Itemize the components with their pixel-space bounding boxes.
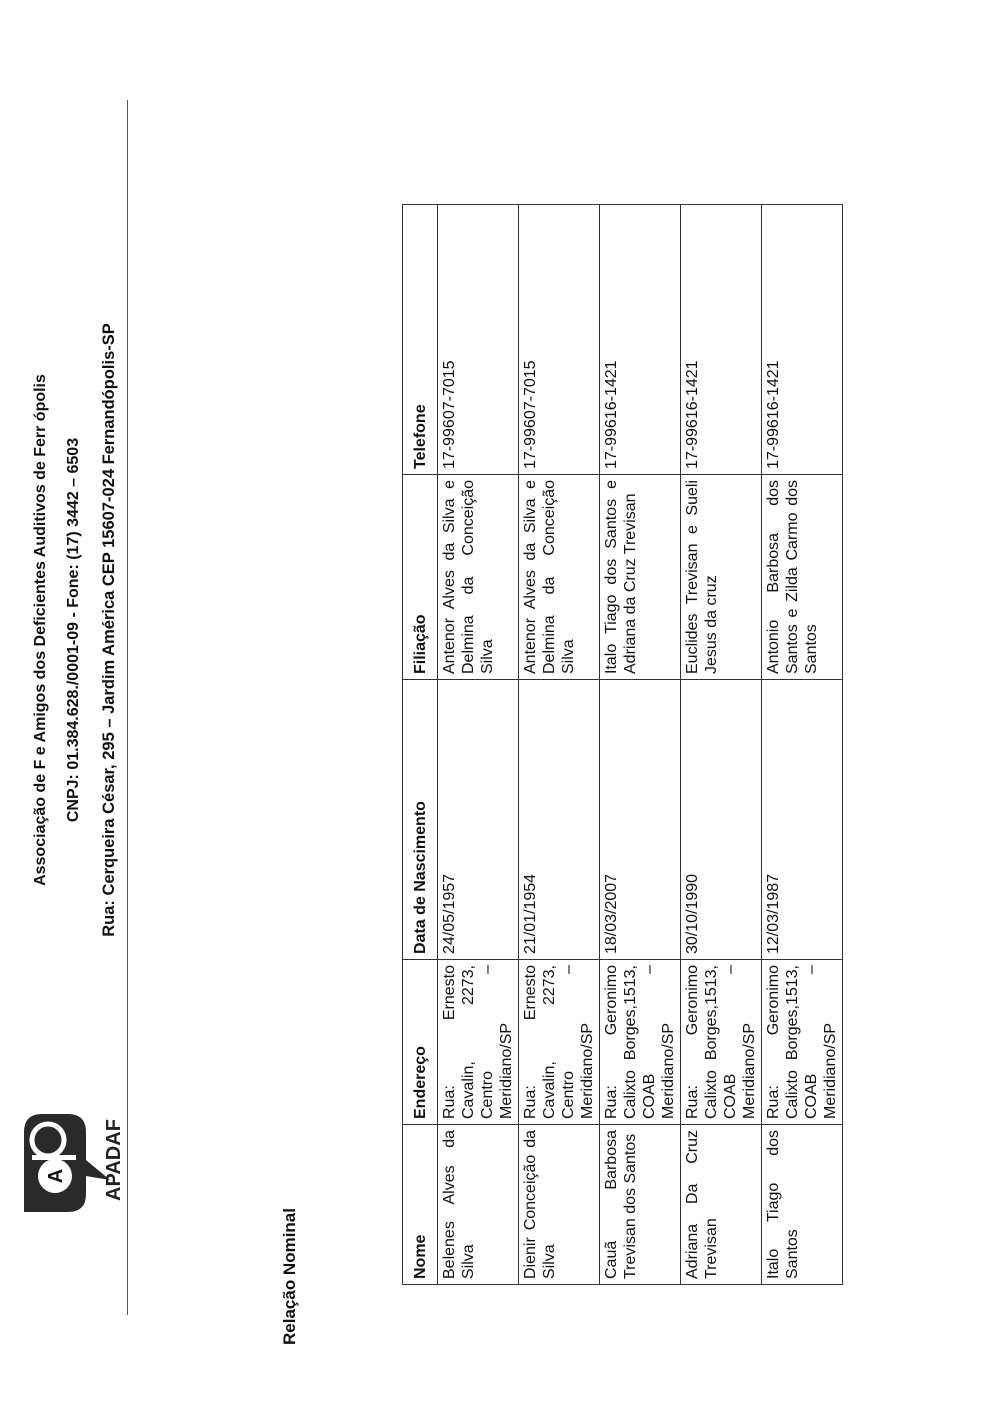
cell-filiacao: Antonio Barbosa dos Santos e Zilda Carmo dos Santos (762, 475, 843, 680)
rotated-page (0, 80, 940, 1380)
cell-endereco: Rua: Geronimo Calixto Borges,1513, COAB – Meridiano/SP (600, 960, 681, 1125)
cell-nome: Dienir Conceição da Silva (519, 1125, 600, 1285)
cell-telefone: 17-99616-1421 (681, 205, 762, 475)
svg-text:A: A (45, 1168, 67, 1184)
cell-telefone: 17-99616-1421 (600, 205, 681, 475)
cnpj-phone: CNPJ: 01.384.628./0001-09 - Fone: (17) 3442 – 6503 (65, 437, 82, 823)
cell-filiacao: Antenor Alves da Silva e Delmina da Conceição Silva (519, 475, 600, 680)
org-name: Associação de F e Amigos dos Deficientes Auditivos de Ferr ópolis (32, 374, 49, 886)
cell-nascimento: 30/10/1990 (681, 680, 762, 960)
table-header-row (403, 205, 438, 1285)
section-title: Relação Nominal (280, 1208, 299, 1345)
cell-nascimento: 21/01/1954 (519, 680, 600, 960)
table-row (438, 205, 519, 1285)
cell-nome: Italo Tiago dos Santos (762, 1125, 843, 1285)
cell-telefone: 17-99607-7015 (519, 205, 600, 475)
cell-endereco: Rua: Ernesto Cavalin, 2273, Centro – Meridiano/SP (519, 960, 600, 1125)
cell-filiacao: Italo Tiago dos Santos e Adriana da Cruz Trevisan (600, 475, 681, 680)
svg-text:APADAF: APADAF (103, 1119, 123, 1201)
cell-telefone: 17-99616-1421 (762, 205, 843, 475)
address: Rua: Cerqueira César, 295 – Jardim América CEP 15607-024 Fernandópolis-SP (100, 323, 118, 937)
col-header-telefone: Telefone (403, 205, 438, 475)
cell-telefone: 17-99607-7015 (438, 205, 519, 475)
top-rule (127, 100, 128, 1315)
cell-nome: Belenes Alves da Silva (438, 1125, 519, 1285)
col-header-filiacao: Filiação (403, 475, 438, 680)
cell-endereco: Rua: Ernesto Cavalin, 2273, Centro – Meridiano/SP (438, 960, 519, 1125)
nominal-table (402, 204, 843, 1285)
cell-filiacao: Antenor Alves da Silva e Delmina da Conceição Silva (438, 475, 519, 680)
table-row (681, 205, 762, 1285)
cell-filiacao: Euclides Trevisan e Sueli Jesus da cruz (681, 475, 762, 680)
col-header-nome: Nome (403, 1125, 438, 1285)
table-row (600, 205, 681, 1285)
cell-nascimento: 12/03/1987 (762, 680, 843, 960)
cell-nascimento: 24/05/1957 (438, 680, 519, 960)
table-row (519, 205, 600, 1285)
col-header-endereco: Endereço (403, 960, 438, 1125)
cell-endereco: Rua: Geronimo Calixto Borges,1513, COAB – Meridiano/SP (762, 960, 843, 1125)
table-row (762, 205, 843, 1285)
apadaf-logo (18, 1095, 123, 1220)
cell-endereco: Rua: Geronimo Calixto Borges,1513, COAB – Meridiano/SP (681, 960, 762, 1125)
cell-nascimento: 18/03/2007 (600, 680, 681, 960)
col-header-nascimento: Data de Nascimento (403, 680, 438, 960)
cell-nome: Adriana Da Cruz Trevisan (681, 1125, 762, 1285)
cell-nome: Cauã Barbosa Trevisan dos Santos (600, 1125, 681, 1285)
